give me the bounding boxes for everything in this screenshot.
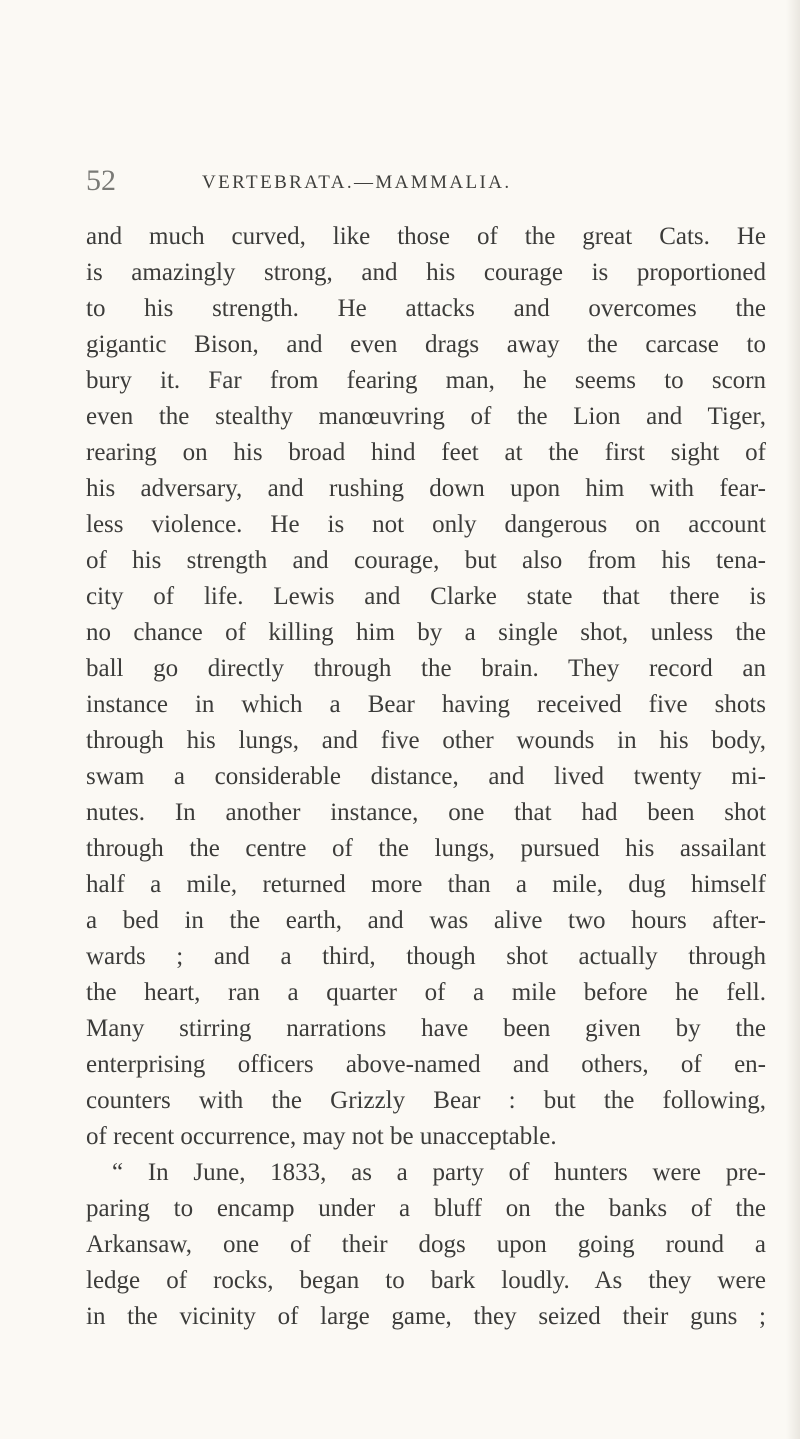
text-line: a bed in the earth, and was alive two hours after- bbox=[86, 907, 766, 934]
text-line: “ In June, 1833, as a party of hunters were pre- bbox=[112, 1159, 766, 1186]
running-head: VERTEBRATA.—MAMMALIA. bbox=[202, 172, 512, 193]
text-line: rearing on his broad hind feet at the first sight of bbox=[86, 439, 766, 466]
page-edge-shadow bbox=[786, 0, 800, 1439]
text-line: ball go directly through the brain. They record an bbox=[86, 655, 766, 682]
text-line: instance in which a Bear having received five shots bbox=[86, 691, 766, 718]
page-header bbox=[86, 164, 766, 204]
text-line: Arkansaw, one of their dogs upon going round a bbox=[86, 1231, 766, 1258]
text-line: wards ; and a third, though shot actually through bbox=[86, 943, 766, 970]
text-line: in the vicinity of large game, they seized their guns ; bbox=[86, 1303, 766, 1330]
text-line: of his strength and courage, but also from his tena- bbox=[86, 547, 766, 574]
text-line: enterprising officers above-named and others, of en- bbox=[86, 1051, 766, 1078]
text-line: to his strength. He attacks and overcomes the bbox=[86, 295, 766, 322]
text-line: swam a considerable distance, and lived twenty mi- bbox=[86, 763, 766, 790]
text-line: through his lungs, and five other wounds in his body, bbox=[86, 727, 766, 754]
text-line: the heart, ran a quarter of a mile before he fell. bbox=[86, 979, 766, 1006]
text-line: half a mile, returned more than a mile, dug himself bbox=[86, 871, 766, 898]
text-line: nutes. In another instance, one that had been shot bbox=[86, 799, 766, 826]
text-line: even the stealthy manœuvring of the Lion and Tiger, bbox=[86, 403, 766, 430]
text-line: bury it. Far from fearing man, he seems to scorn bbox=[86, 367, 766, 394]
text-line: no chance of killing him by a single shot, unless the bbox=[86, 619, 766, 646]
text-line: gigantic Bison, and even drags away the carcase to bbox=[86, 331, 766, 358]
text-line: counters with the Grizzly Bear : but the following, bbox=[86, 1087, 766, 1114]
text-line: city of life. Lewis and Clarke state that there is bbox=[86, 583, 766, 610]
text-line: Many stirring narrations have been given by the bbox=[86, 1015, 766, 1042]
text-line: is amazingly strong, and his courage is proportioned bbox=[86, 259, 766, 286]
text-line: less violence. He is not only dangerous on account bbox=[86, 511, 766, 538]
text-line: and much curved, like those of the great Cats. He bbox=[86, 223, 766, 250]
page-number: 52 bbox=[86, 164, 116, 197]
text-line: of recent occurrence, may not be unacceptable. bbox=[86, 1123, 557, 1150]
body-text bbox=[86, 219, 766, 1335]
text-line: paring to encamp under a bluff on the banks of the bbox=[86, 1195, 766, 1222]
text-line: his adversary, and rushing down upon him with fear- bbox=[86, 475, 766, 502]
text-line: through the centre of the lungs, pursued his assailant bbox=[86, 835, 766, 862]
text-line: ledge of rocks, began to bark loudly. As they were bbox=[86, 1267, 766, 1294]
